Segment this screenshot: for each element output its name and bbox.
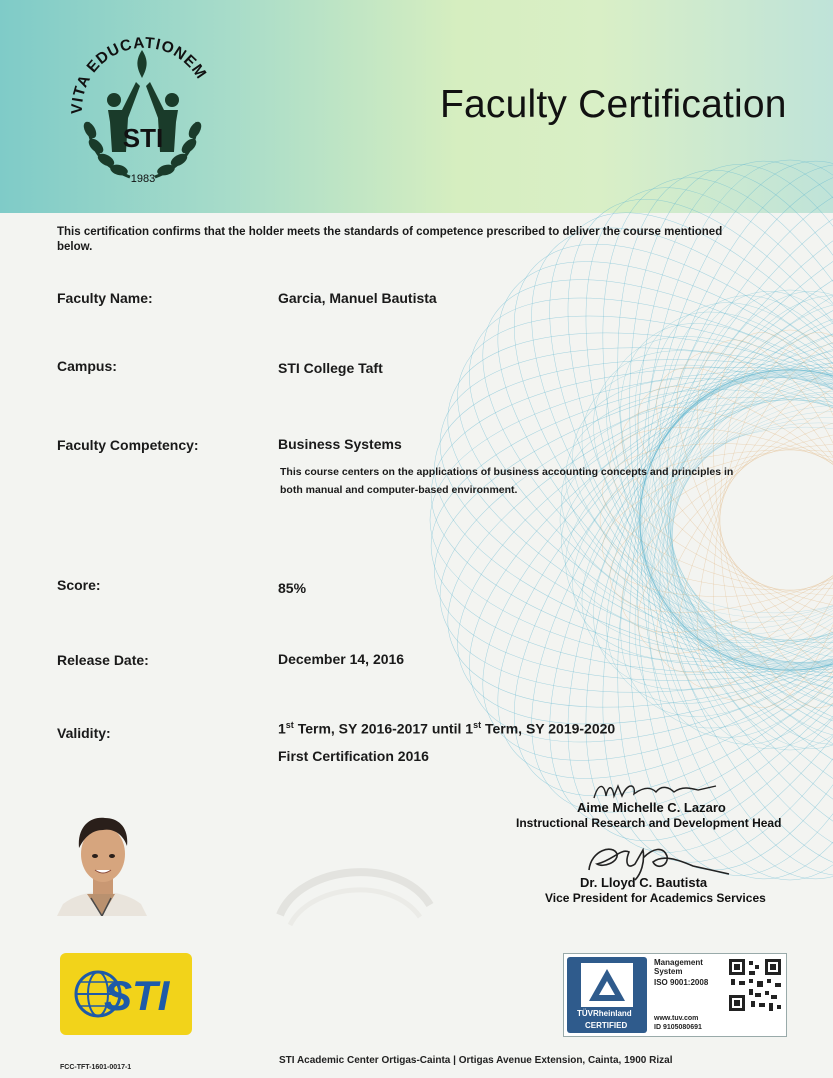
tuv-system-line-2: System: [654, 967, 683, 976]
validity-from-number: 1: [278, 720, 286, 737]
tuv-triangle-icon: [581, 963, 633, 1007]
qr-code-icon: [727, 957, 783, 1013]
competency-description: This course centers on the applications of business accounting concepts and principles in both manual and computer-based environment.: [280, 466, 734, 496]
intro-statement: This certification confirms that the holder meets the standards of competence prescribed to deliver the course mentioned below.: [57, 226, 723, 253]
signatory-1-name: Aime Michelle C. Lazaro: [577, 800, 726, 815]
release-date-label: Release Date:: [57, 652, 149, 668]
svg-text:VITA EDUCATIONEM: [69, 35, 210, 115]
tuv-certified: CERTIFIED: [585, 1021, 628, 1030]
tuv-badge: [567, 957, 647, 1033]
faculty-name-value: Garcia, Manuel Bautista: [278, 290, 437, 306]
seal-motto: VITA EDUCATIONEM: [68, 34, 210, 115]
form-code: FCC-TFT-1601-0017-1: [60, 1064, 132, 1071]
faculty-photo: [57, 812, 147, 916]
tuv-id: ID 9105080691: [654, 1024, 702, 1031]
tuv-brand: TÜVRheinland: [577, 1009, 632, 1018]
validity-to-rest: Term, SY 2019-2020: [481, 720, 616, 737]
footer-address: STI Academic Center Ortigas-Cainta | Ortigas Avenue Extension, Cainta, 1900 Rizal: [279, 1055, 673, 1066]
release-date-value: December 14, 2016: [278, 651, 405, 667]
validity-from-rest: Term, SY 2016-2017 until: [293, 720, 466, 737]
tuv-system-line-3: ISO 9001:2008: [654, 978, 709, 987]
embossed-seal: [270, 845, 440, 935]
score-value: 85%: [278, 580, 307, 596]
validity-from-suffix: st: [285, 720, 294, 730]
signatory-2-role: Vice President for Academics Services: [545, 891, 766, 905]
tuv-system-line-1: Management: [654, 958, 703, 967]
validity-value: [278, 720, 615, 737]
validity-label: Validity:: [57, 725, 111, 741]
tuv-web: www.tuv.com: [654, 1015, 699, 1022]
tuv-certification-box: [563, 953, 787, 1037]
competency-label: Faculty Competency:: [57, 437, 199, 453]
sti-globe-icon: [74, 967, 178, 1021]
validity-note: First Certification 2016: [278, 748, 429, 764]
campus-label: Campus:: [57, 358, 117, 374]
signatory-1-role: Instructional Research and Development Head: [516, 816, 782, 830]
seal-brand: STI: [122, 123, 164, 153]
validity-to-number: 1: [465, 720, 474, 737]
sti-logo-text: STI: [104, 972, 170, 1019]
campus-value: STI College Taft: [278, 360, 383, 376]
validity-to-suffix: st: [473, 720, 482, 730]
faculty-name-label: Faculty Name:: [57, 290, 153, 306]
competency-value: Business Systems: [278, 436, 402, 452]
score-label: Score:: [57, 577, 101, 593]
seal-year: 1983: [130, 173, 156, 185]
signatory-2-name: Dr. Lloyd C. Bautista: [580, 875, 708, 890]
sti-logo: [60, 953, 192, 1035]
sti-seal: [60, 22, 225, 187]
certificate-title: Faculty Certification: [440, 83, 787, 126]
